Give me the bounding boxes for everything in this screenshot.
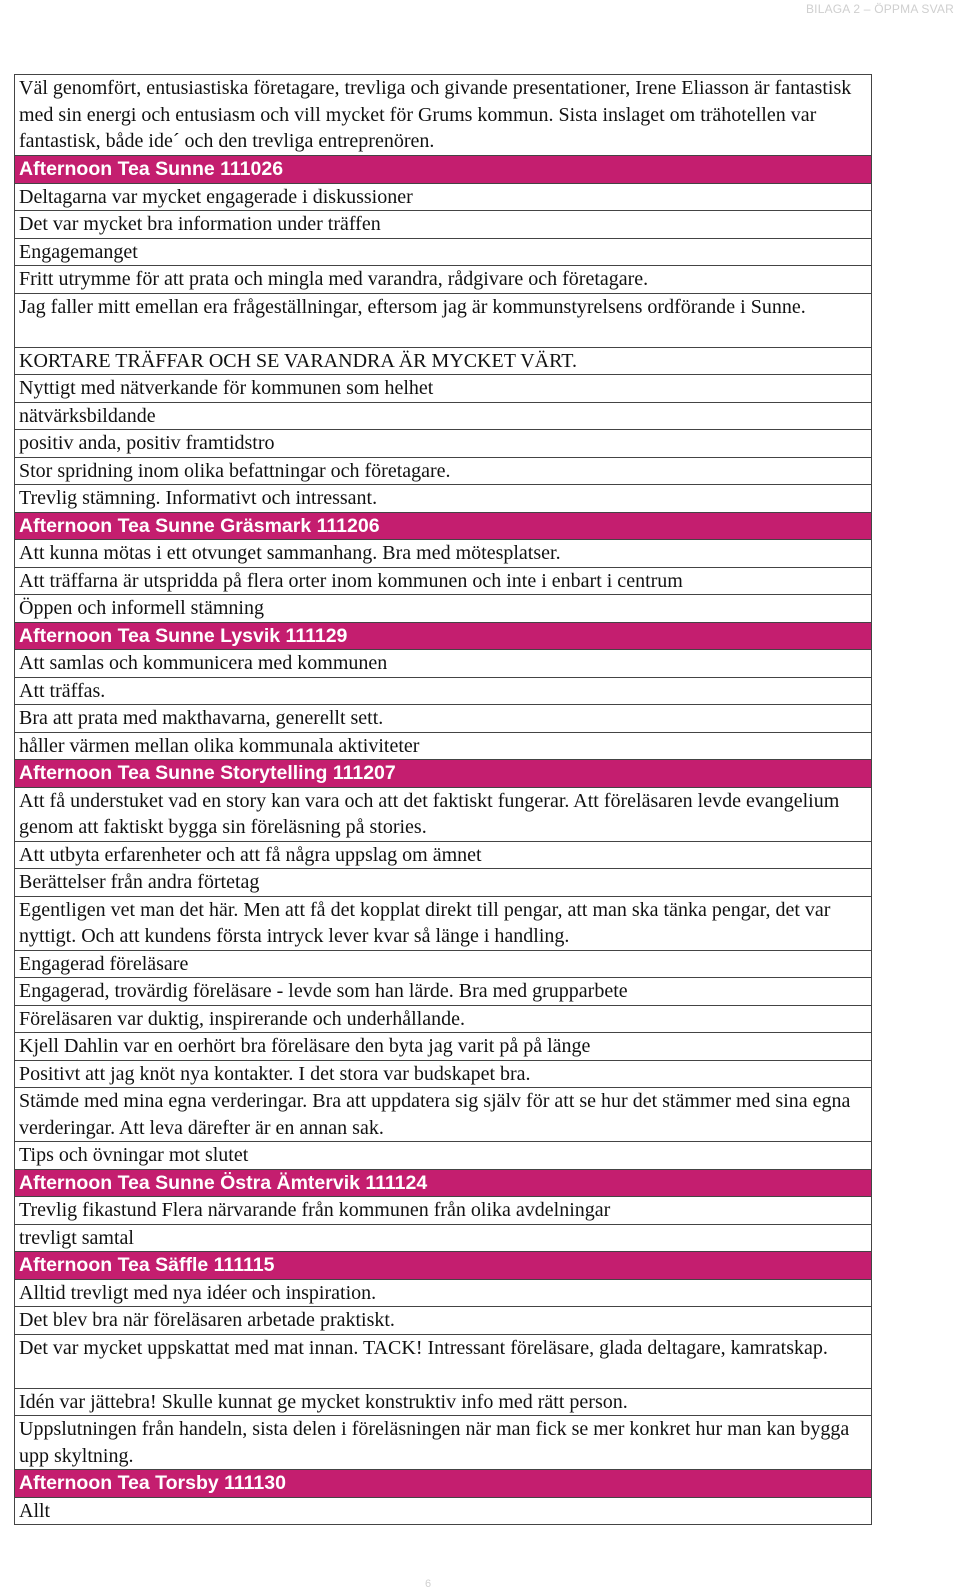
page-number: 6 xyxy=(424,1578,432,1590)
response-row: trevligt samtal xyxy=(15,1225,871,1253)
section-heading: Afternoon Tea Säffle 111115 xyxy=(15,1252,871,1280)
response-row: Trevlig stämning. Informativt och intressant. xyxy=(15,485,871,513)
response-row: Jag faller mitt emellan era frågeställningar, eftersom jag är kommunstyrelsens ordförande i Sunne. xyxy=(15,294,871,348)
response-row: Engagerad, trovärdig föreläsare - levde som han lärde. Bra med grupparbete xyxy=(15,978,871,1006)
response-row: Stämde med mina egna verderingar. Bra att uppdatera sig själv för att se hur det stämmer med sina egna verderingar. Att leva därefter är en annan sak. xyxy=(15,1088,871,1142)
section-heading: Afternoon Tea Sunne Storytelling 111207 xyxy=(15,760,871,788)
response-row: Trevlig fikastund Flera närvarande från kommunen från olika avdelningar xyxy=(15,1197,871,1225)
response-row: Uppslutningen från handeln, sista delen i föreläsningen när man fick se mer konkret hur man kan bygga upp skyltning. xyxy=(15,1416,871,1470)
response-row: håller värmen mellan olika kommunala aktiviteter xyxy=(15,733,871,761)
responses-table xyxy=(14,74,872,1525)
response-row: Stor spridning inom olika befattningar och företagare. xyxy=(15,458,871,486)
response-row: Det blev bra när föreläsaren arbetade praktiskt. xyxy=(15,1307,871,1335)
response-row: Deltagarna var mycket engagerade i diskussioner xyxy=(15,184,871,212)
response-row: Tips och övningar mot slutet xyxy=(15,1142,871,1170)
response-row: Positivt att jag knöt nya kontakter. I det stora var budskapet bra. xyxy=(15,1061,871,1089)
response-row: Bra att prata med makthavarna, generellt sett. xyxy=(15,705,871,733)
response-row: Det var mycket uppskattat med mat innan. TACK! Intressant föreläsare, glada deltagare, kamratskap. xyxy=(15,1335,871,1389)
response-row: Engagerad föreläsare xyxy=(15,951,871,979)
section-heading: Afternoon Tea Sunne Östra Ämtervik 111124 xyxy=(15,1170,871,1198)
response-row: Att utbyta erfarenheter och att få några uppslag om ämnet xyxy=(15,842,871,870)
response-row: Allt xyxy=(15,1498,871,1526)
response-row: positiv anda, positiv framtidstro xyxy=(15,430,871,458)
section-heading: Afternoon Tea Sunne 111026 xyxy=(15,156,871,184)
response-row: KORTARE TRÄFFAR OCH SE VARANDRA ÄR MYCKET VÄRT. xyxy=(15,348,871,376)
response-row: Idén var jättebra! Skulle kunnat ge mycket konstruktiv info med rätt person. xyxy=(15,1389,871,1417)
response-row: Att träffarna är utspridda på flera orter inom kommunen och inte i enbart i centrum xyxy=(15,568,871,596)
response-row: Att kunna mötas i ett otvunget sammanhang. Bra med mötesplatser. xyxy=(15,540,871,568)
response-row: Alltid trevligt med nya idéer och inspiration. xyxy=(15,1280,871,1308)
response-row: Engagemanget xyxy=(15,239,871,267)
response-row: Föreläsaren var duktig, inspirerande och underhållande. xyxy=(15,1006,871,1034)
section-heading: Afternoon Tea Sunne Lysvik 111129 xyxy=(15,623,871,651)
response-row: Kjell Dahlin var en oerhört bra föreläsare den byta jag varit på på länge xyxy=(15,1033,871,1061)
response-row: Fritt utrymme för att prata och mingla med varandra, rådgivare och företagare. xyxy=(15,266,871,294)
response-row: Öppen och informell stämning xyxy=(15,595,871,623)
header-tag: BILAGA 2 – ÖPPMA SVAR xyxy=(805,2,954,16)
section-heading: Afternoon Tea Sunne Gräsmark 111206 xyxy=(15,513,871,541)
response-row: Väl genomfört, entusiastiska företagare, trevliga och givande presentationer, Irene Eliasson är fantastisk med sin energi och entusiasm och vill mycket för Grums kommun. Sista inslaget om trähotellen var fantastisk, både ide´ och den trevliga entreprenören. xyxy=(15,75,871,156)
response-row: Nyttigt med nätverkande för kommunen som helhet xyxy=(15,375,871,403)
response-row: Berättelser från andra förtetag xyxy=(15,869,871,897)
response-row: Att samlas och kommunicera med kommunen xyxy=(15,650,871,678)
response-row: Att träffas. xyxy=(15,678,871,706)
response-row: Det var mycket bra information under träffen xyxy=(15,211,871,239)
section-heading: Afternoon Tea Torsby 111130 xyxy=(15,1470,871,1498)
response-row: Egentligen vet man det här. Men att få det kopplat direkt till pengar, att man ska tänka pengar, det var nyttigt. Och att kundens första intryck lever kvar så länge i handling. xyxy=(15,897,871,951)
response-row: nätvärksbildande xyxy=(15,403,871,431)
response-row: Att få understuket vad en story kan vara och att det faktiskt fungerar. Att föreläsaren levde evangelium genom att faktiskt bygga sin föreläsning på stories. xyxy=(15,788,871,842)
